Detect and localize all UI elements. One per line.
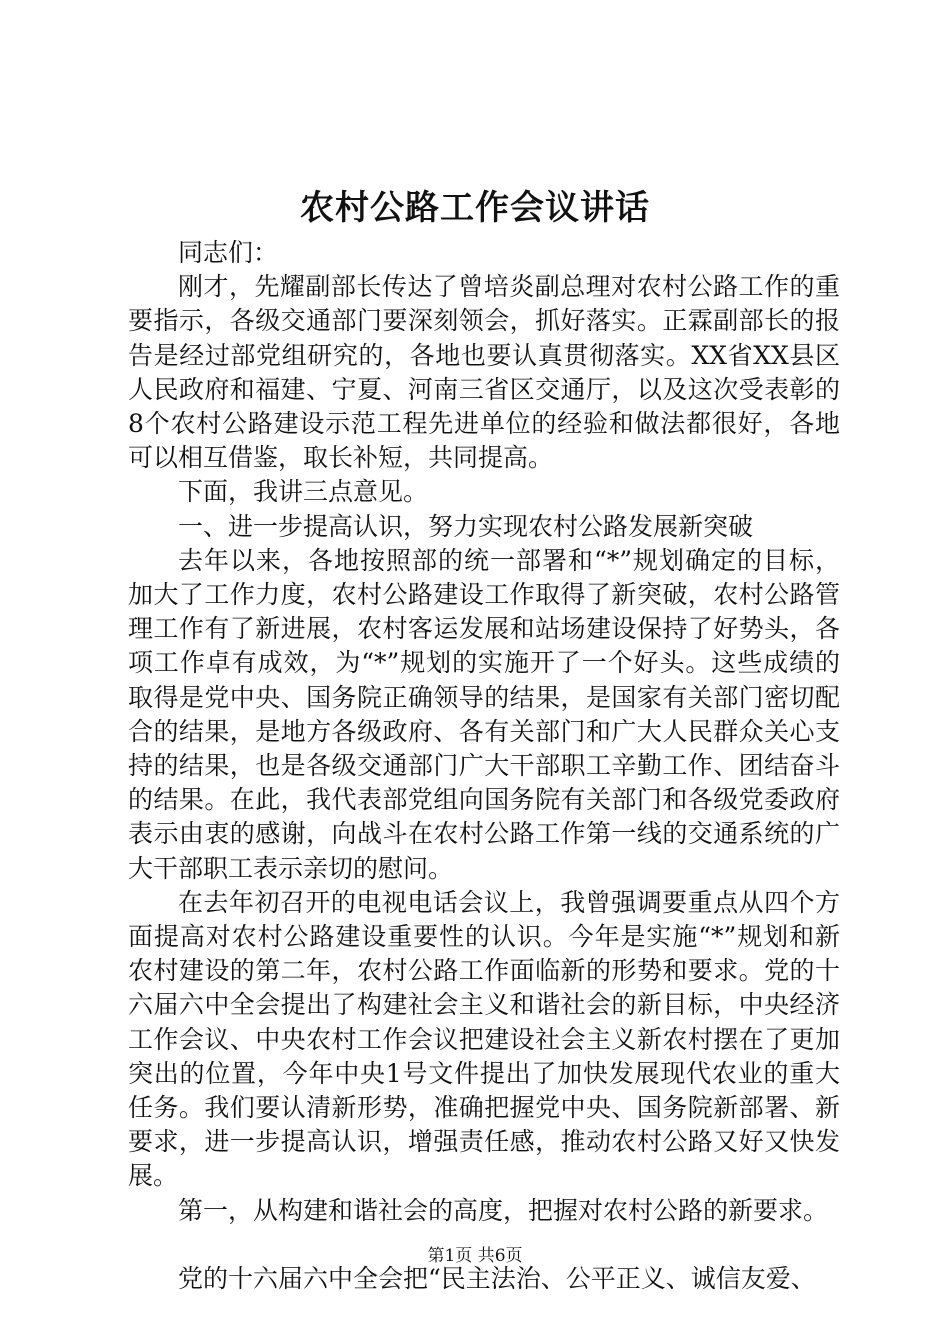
document-body [128, 236, 840, 1296]
paragraph-greeting: 同志们： [178, 238, 279, 267]
paragraph-intro: 下面，我讲三点意见。 [178, 477, 429, 507]
document-title: 农村公路工作会议讲话 [300, 188, 650, 228]
paragraph-new-situation: 在去年初召开的电视电话会议上，我曾强调要重点从四个方面提高对农村公路建设重要性的认识。今年是实施“*”规划和新农村建设的第二年，农村公路工作面临新的形势和要求。党的十六届六中全会提出了构建社会主义和谐社会的新目标，中央经济工作会议、中央农村工作会议把建设社会主义新农村摆在了更加突出的位置，今年中央1号文件提出了加快发展现代农业的重大任务。我们要认清新形势，准确把握党中央、国务院新部署、新要求，进一步提高认识，增强责任感，推动农村公路又好又快发展。 [128, 887, 840, 1191]
paragraph-achievements: 去年以来，各地按照部的统一部署和“*”规划确定的目标，加大了工作力度，农村公路建设工作取得了新突破，农村公路管理工作有了新进展，农村客运发展和站场建设保持了好势头，各项工作卓有成效，为“*”规划的实施开了一个好头。这些成绩的取得是党中央、国务院正确领导的结果，是国家有关部门密切配合的结果，是地方各级政府、各有关部门和广大人民群众关心支持的结果，也是各级交通部门广大干部职工辛勤工作、团结奋斗的结果。在此，我代表部党组向国务院有关部门和各级党委政府表示由衷的感谢，向战斗在农村公路工作第一线的交通系统的广大干部职工表示亲切的慰问。 [128, 545, 840, 883]
subheading-first: 第一，从构建和谐社会的高度，把握对农村公路的新要求。 [178, 1195, 829, 1225]
page-indicator: 第1页 共6页 [427, 1246, 523, 1266]
paragraph-harmony: 党的十六届六中全会把“民主法治、公平正义、诚信友爱、 [178, 1263, 816, 1293]
paragraph-opening: 刚才，先耀副部长传达了曾培炎副总理对农村公路工作的重要指示，各级交通部门要深刻领会，抓好落实。正霖副部长的报告是经过部党组研究的，各地也要认真贯彻落实。XX省XX县区人民政府和福建、宁夏、河南三省区交通厅，以及这次受表彰的8个农村公路建设示范工程先进单位的经验和做法都很好，各地可以相互借鉴，取长补短，共同提高。 [128, 272, 840, 473]
section-heading-1: 一、进一步提高认识，努力实现农村公路发展新突破 [178, 511, 754, 541]
